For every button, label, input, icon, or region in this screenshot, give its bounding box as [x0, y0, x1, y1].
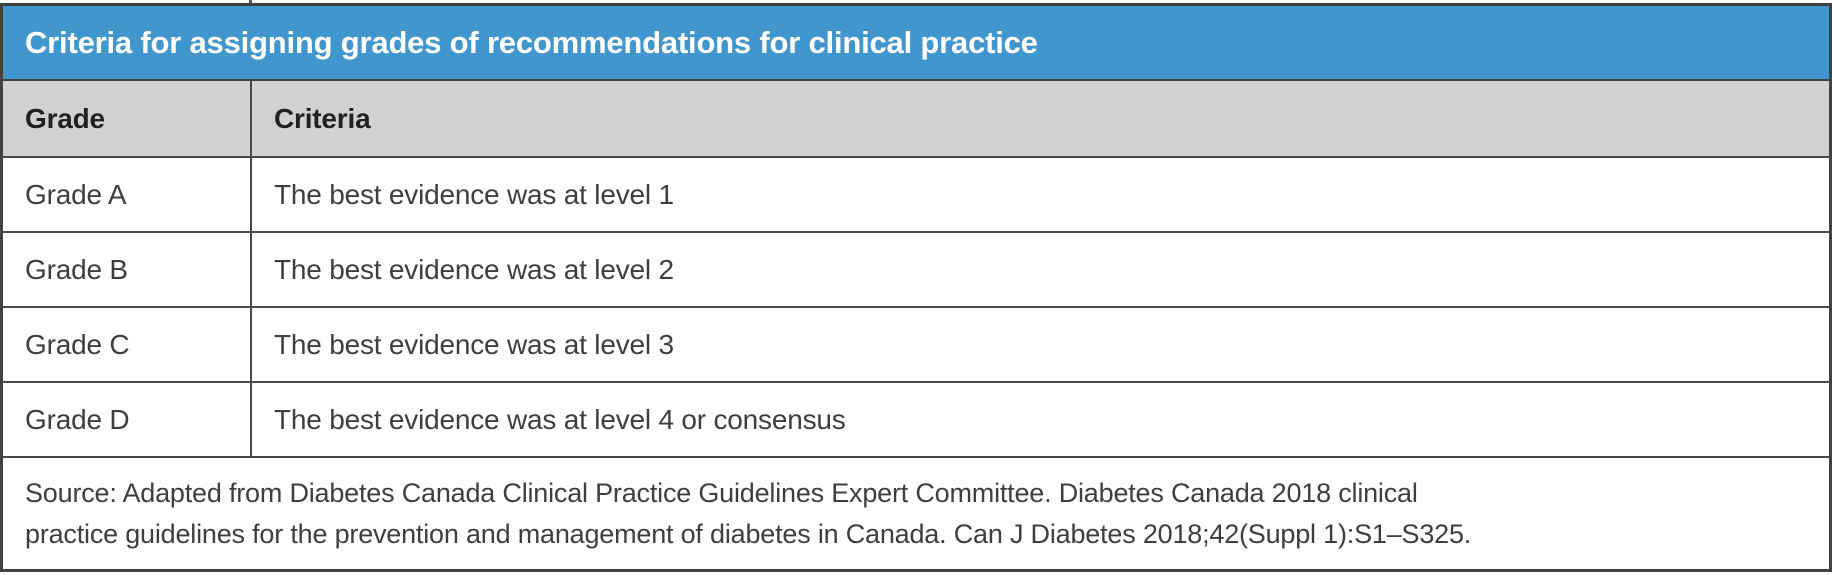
criteria-cell: The best evidence was at level 3 [274, 328, 674, 360]
column-header-grade: Grade [3, 81, 252, 156]
table-row-grade-a [3, 158, 1829, 233]
criteria-cell: The best evidence was at level 2 [274, 253, 674, 285]
column-header-criteria: Criteria [274, 102, 371, 134]
top-margin [0, 0, 1832, 3]
column-header-row [3, 81, 1829, 158]
source-citation: Source: Adapted from Diabetes Canada Clinical Practice Guidelines Expert Committee. Diabetes Canada 2018 clinical practice guidelines for the prevention and management of diabetes in Canada. Can J Diabetes 2018;42(Suppl 1):S1–S325. [25, 477, 1472, 549]
table-title-bar [3, 6, 1829, 81]
grades-table [0, 3, 1832, 572]
grade-cell: Grade A [3, 158, 252, 231]
grade-cell: Grade B [3, 233, 252, 306]
criteria-cell: The best evidence was at level 4 or consensus [274, 403, 846, 435]
table-row-grade-d [3, 383, 1829, 458]
source-note-row [3, 458, 1829, 569]
table-row-grade-b [3, 233, 1829, 308]
table-row-grade-c [3, 308, 1829, 383]
criteria-cell: The best evidence was at level 1 [274, 178, 674, 210]
table-title: Criteria for assigning grades of recommendations for clinical practice [25, 24, 1038, 60]
grade-cell: Grade D [3, 383, 252, 456]
grade-cell: Grade C [3, 308, 252, 381]
divider-artifact [249, 0, 252, 3]
